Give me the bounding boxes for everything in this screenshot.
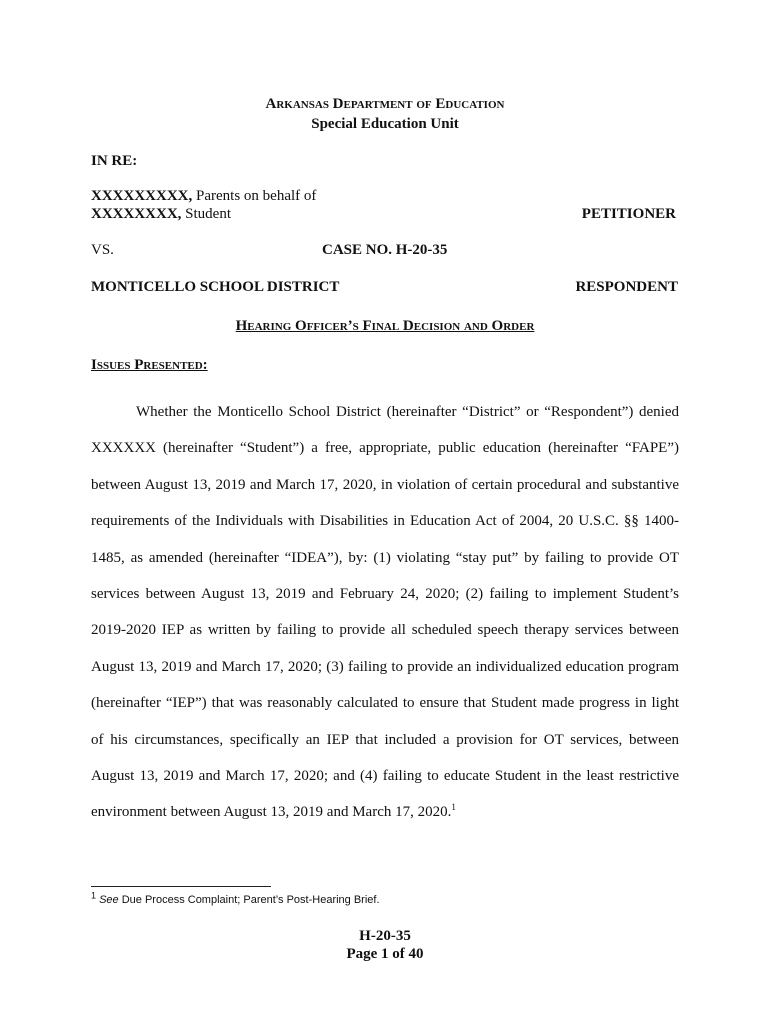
party2-name: XXXXXXXX, — [91, 206, 182, 222]
respondent-name: MONTICELLO SCHOOL DISTRICT — [91, 279, 340, 295]
footnote-reference[interactable]: 1 — [451, 802, 456, 813]
case-number: CASE NO. H-20-35 — [322, 242, 448, 258]
footnote-text: Due Process Complaint; Parent’s Post-Hearing Brief. — [121, 894, 380, 906]
party-line-2 — [91, 206, 231, 223]
party1-name: XXXXXXXXX, — [91, 188, 193, 204]
petitioner-label: PETITIONER — [581, 206, 676, 222]
footnote-see: See — [99, 894, 119, 906]
party-line-1 — [91, 188, 316, 205]
in-re-label: IN RE: — [91, 153, 138, 169]
party1-desc: Parents on behalf of — [196, 188, 317, 204]
unit-heading: Special Education Unit — [311, 116, 459, 132]
vs-label: VS. — [91, 242, 114, 258]
footnote-divider — [91, 886, 271, 887]
footnote-number: 1 — [91, 890, 97, 901]
section-heading: Issues Presented: — [91, 357, 208, 373]
issues-paragraph-text: Whether the Monticello School District (hereinafter “District” or “Respondent”) denied XXXXXX (hereinafter “Student”) a free, appropriate, public education (hereinafter “FAPE”) between August 13, 2019 and March 17, 2020, in violation of certain procedural and substantive requirements of the Individuals with Disabilities in Education Act of 2004, 20 U.S.C. §§ 1400-1485, as amended (hereinafter “IDEA”), by: (1) violating “stay put” by failing to provide OT services between August 13, 2019 and February 24, 2020; (2) failing to implement Student’s 2019-2020 IEP as written by failing to provide all scheduled speech therapy services between August 13, 2019 and March 17, 2020; (3) failing to provide an individualized education program (hereinafter “IEP”) that was reasonably calculated to ensure that Student made progress in light of his circumstances, specifically an IEP that included a provision for OT services, between August 13, 2019 and March 17, 2020; and (4) failing to educate Student in the least restrictive environment between August 13, 2019 and March 17, 2020. — [91, 404, 679, 821]
respondent-label: RESPONDENT — [575, 279, 678, 295]
document-title: Hearing Officer’s Final Decision and Order — [235, 318, 535, 334]
footer-case-number: H-20-35 — [359, 928, 411, 944]
department-heading: Arkansas Department of Education — [265, 96, 505, 112]
footnote — [91, 890, 380, 906]
party2-desc: Student — [185, 206, 232, 222]
issues-paragraph — [91, 394, 679, 831]
footer-page-number: Page 1 of 40 — [346, 946, 424, 962]
